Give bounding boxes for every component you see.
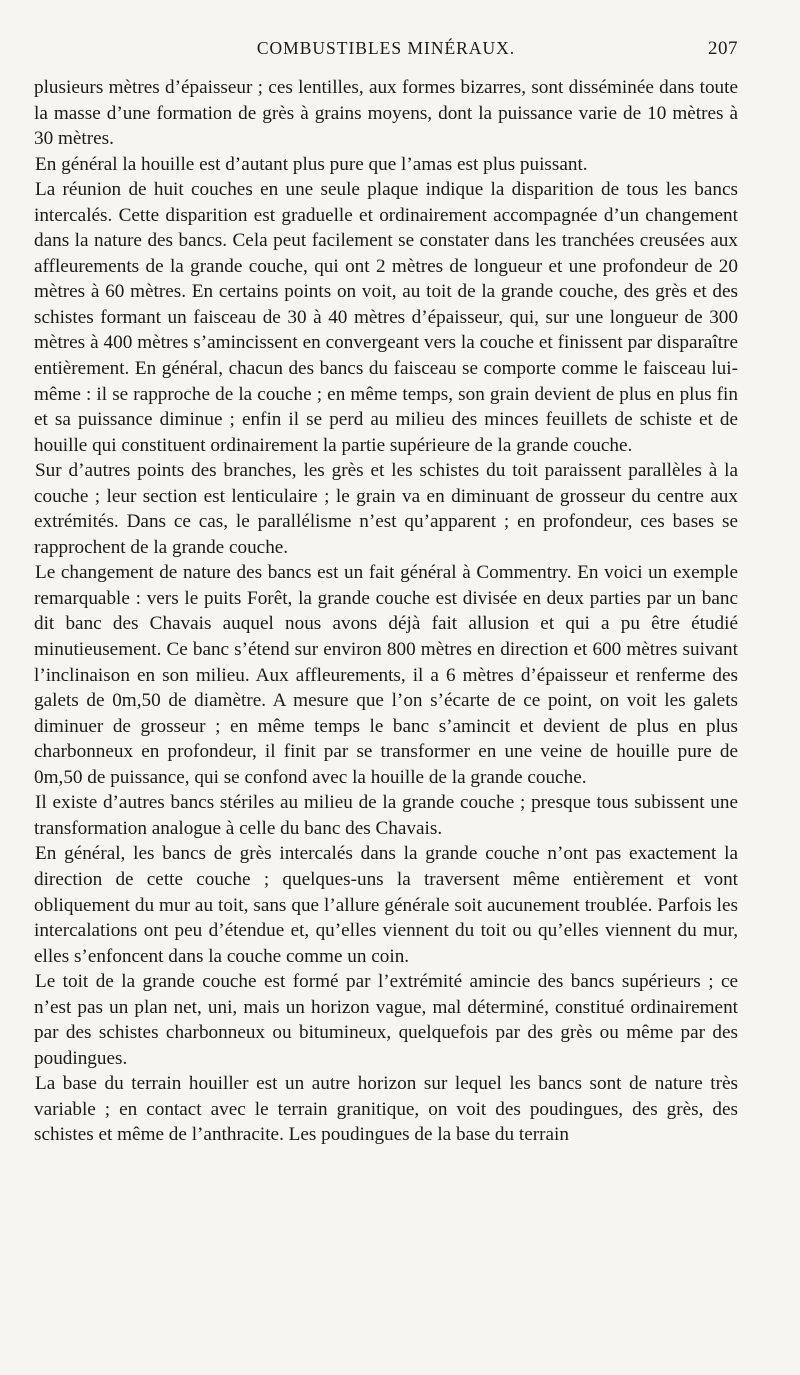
paragraph: Il existe d’autres bancs stériles au milieu de la grande couche ; presque tous subissent une transformation analogue à celle du banc des Chavais. [34,792,738,839]
page-header [34,38,738,64]
paragraph: En général la houille est d’autant plus pure que l’amas est plus puissant. [35,153,588,175]
paragraph: En général, les bancs de grès intercalés dans la grande couche n’ont pas exactement la direction de cette couche ; quelques-uns la traversent même entièrement et vont obliquement du mur au toit, sans que l’allure générale soit aucunement troublée. Parfois les intercalations ont peu d’étendue et, qu’elles viennent du toit ou qu’elles viennent du mur, elles s’enfoncent dans la couche comme un coin. [34,843,738,967]
paragraph: Le toit de la grande couche est formé par l’extrémité amincie des bancs supérieurs ; ce n’est pas un plan net, uni, mais un horizon vague, mal déterminé, constitué ordinairement par des schistes charbonneux ou bitumineux, quelquefois par des grès ou même par des poudingues. [34,971,738,1069]
paragraph: plusieurs mètres d’épaisseur ; ces lentilles, aux formes bizarres, sont disséminée dans toute la masse d’une formation de grès à grains moyens, dont la puissance varie de 10 mètres à 30 mètres. [34,77,738,150]
paragraph: Sur d’autres points des branches, les grès et les schistes du toit paraissent parallèles à la couche ; leur section est lenticulaire ; le grain va en diminuant de grosseur du centre aux extrémités. Dans ce cas, le parallélisme n’est qu’apparent ; en profondeur, ces bases se rapprochent de la grande couche. [34,460,738,558]
paragraph: La base du terrain houiller est un autre horizon sur lequel les bancs sont de nature très variable ; en contact avec le terrain granitique, on voit des poudingues, des grès, des schistes et même de l’anthracite. Les poudingues de la base du terrain [34,1073,738,1146]
paragraph: La réunion de huit couches en une seule plaque indique la disparition de tous les bancs intercalés. Cette disparition est graduelle et ordinairement accompagnée d’un changement dans la nature des bancs. Cela peut facilement se constater dans les tranchées creusées aux affleurements de la grande couche, qui ont 2 mètres de longueur et une profondeur de 20 mètres à 60 mètres. En certains points on voit, au toit de la grande couche, des grès et des schistes formant un faisceau de 30 à 40 mètres d’épaisseur, qui, sur une longueur de 300 mètres à 400 mètres s’amincissent en convergeant vers la couche et finissent par disparaître entièrement. En général, chacun des bancs du faisceau se comporte comme le faisceau lui-même : il se rapproche de la couche ; en même temps, son grain devient de plus en plus fin et sa puissance diminue ; enfin il se perd au milieu des minces feuillets de schiste et de houille qui constituent ordinairement la partie supérieure de la grande couche. [34,179,738,456]
page-number: 207 [708,38,738,59]
running-title: COMBUSTIBLES MINÉRAUX. [256,38,516,58]
paragraph: Le changement de nature des bancs est un fait général à Commentry. En voici un exemple remarquable : vers le puits Forêt, la grande couche est divisée en deux parties par un banc dit banc des Chavais auquel nous avons déjà fait allusion et qui a pu être étudié minutieusement. Ce banc s’étend sur environ 800 mètres en direction et 600 mètres suivant l’inclinaison en son milieu. Aux affleurements, il a 6 mètres d’épaisseur et renferme des galets de 0m,50 de diamètre. A mesure que l’on s’écarte de ce point, on voit les galets diminuer de grosseur ; en même temps le banc s’amincit et devient de plus en plus charbonneux en profondeur, il finit par se transformer en une veine de houille pure de 0m,50 de puissance, qui se confond avec la houille de la grande couche. [34,562,738,788]
body-text [34,75,738,1148]
